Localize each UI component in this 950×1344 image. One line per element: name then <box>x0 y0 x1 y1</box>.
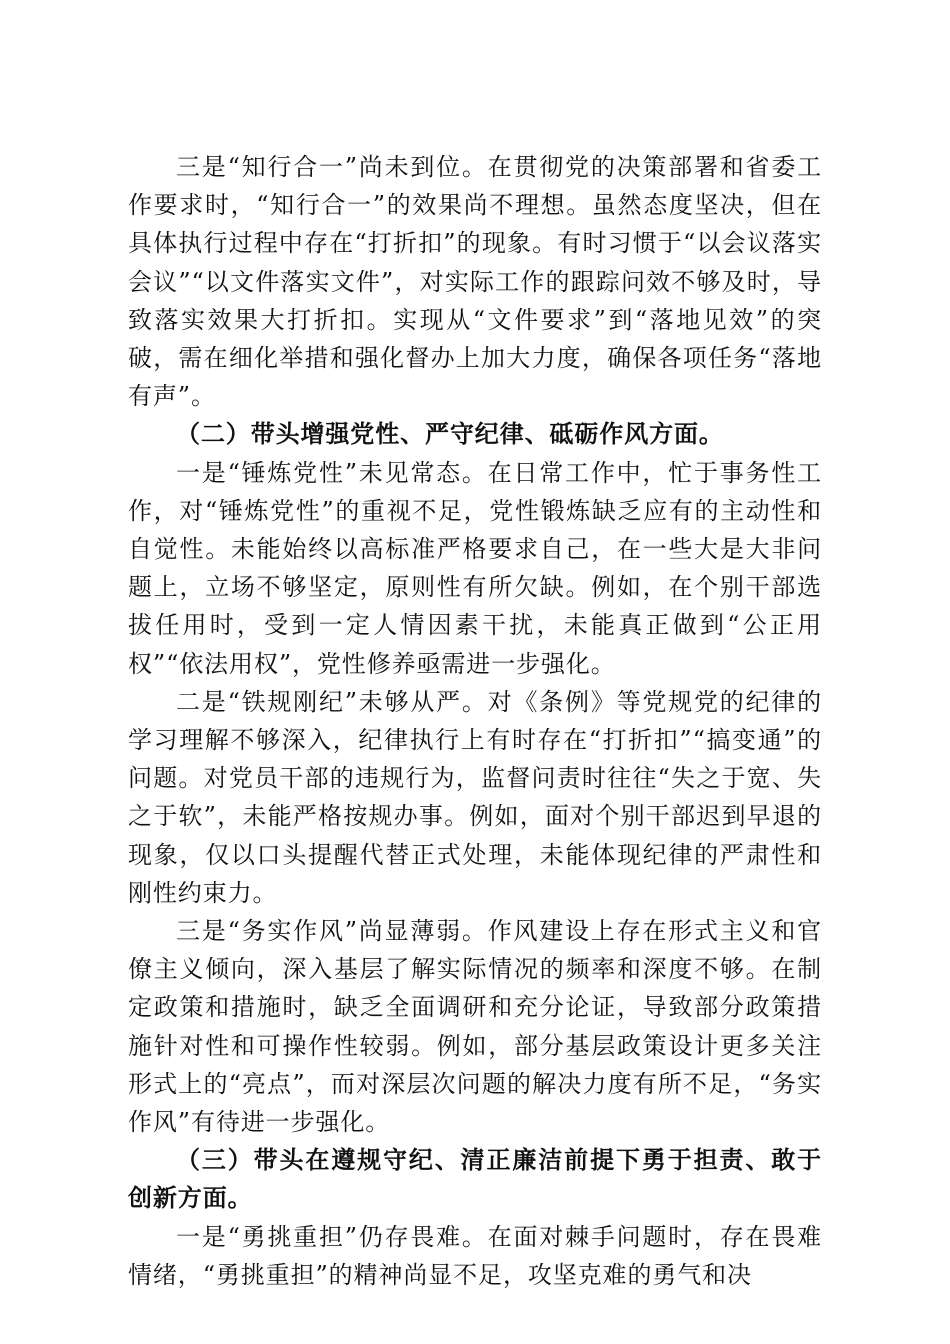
section-heading-3: （三）带头在遵规守纪、清正廉洁前提下勇于担责、敢于创新方面。 <box>128 1146 822 1213</box>
paragraph-tiegui-gangji: 二是“铁规刚纪”未够从严。对《条例》等党规党的纪律的学习理解不够深入，纪律执行上有时存在“打折扣”“搞变通”的问题。对党员干部的违规行为，监督问责时往往“失之于宽、失之于软”，未能严格按规办事。例如，面对个别干部迟到早退的现象，仅以口头提醒代替正式处理，未能体现纪律的严肃性和刚性约束力。 <box>128 687 822 907</box>
paragraph-duanlian-dangxing: 一是“锤炼党性”未见常态。在日常工作中，忙于事务性工作，对“锤炼党性”的重视不足，党性锻炼缺乏应有的主动性和自觉性。未能始终以高标准严格要求自己，在一些大是大非问题上，立场不够坚定，原则性有所欠缺。例如，在个别干部选拔任用时，受到一定人情因素干扰，未能真正做到“公正用权”“依法用权”，党性修养亟需进一步强化。 <box>128 458 822 678</box>
paragraph-wushi-zuofeng: 三是“务实作风”尚显薄弱。作风建设上存在形式主义和官僚主义倾向，深入基层了解实际情况的频率和深度不够。在制定政策和措施时，缺乏全面调研和充分论证，导致部分政策措施针对性和可操作性较弱。例如，部分基层政策设计更多关注形式上的“亮点”，而对深层次问题的解决力度有所不足，“务实作风”有待进一步强化。 <box>128 917 822 1137</box>
paragraph-zhixing-heyi: 三是“知行合一”尚未到位。在贯彻党的决策部署和省委工作要求时，“知行合一”的效果尚不理想。虽然态度坚决，但在具体执行过程中存在“打折扣”的现象。有时习惯于“以会议落实会议”“以文件落实文件”，对实际工作的跟踪问效不够及时，导致落实效果大打折扣。实现从“文件要求”到“落地见效”的突破，需在细化举措和强化督办上加大力度，确保各项任务“落地有声”。 <box>128 153 822 411</box>
document-body <box>128 148 822 1294</box>
paragraph-yongtiao-zhongdan: 一是“勇挑重担”仍存畏难。在面对棘手问题时，存在畏难情绪，“勇挑重担”的精神尚显不足，攻坚克难的勇气和决 <box>128 1222 822 1289</box>
section-heading-2: （二）带头增强党性、严守纪律、砥砺作风方面。 <box>176 420 724 449</box>
